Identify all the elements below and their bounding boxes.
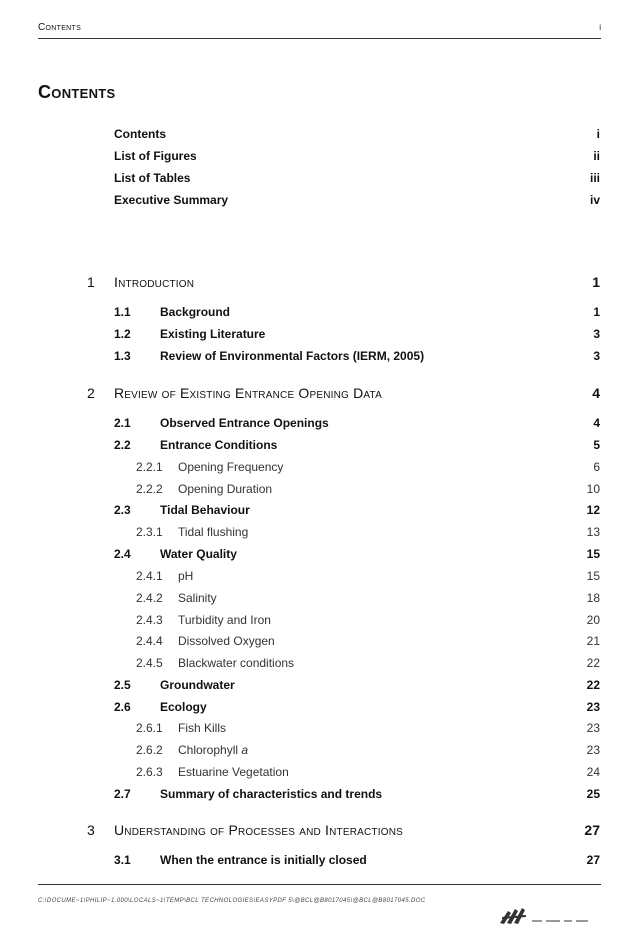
toc-section[interactable] <box>0 349 637 367</box>
toc-chapter-number: 2 <box>87 385 95 401</box>
toc-section[interactable] <box>0 853 637 871</box>
toc-subsection-page: 10 <box>586 482 600 496</box>
toc-subsection[interactable] <box>0 482 637 500</box>
toc-subsection-title: Salinity <box>178 591 217 605</box>
toc-section-title: Review of Environmental Factors (IERM, 2005) <box>160 349 425 363</box>
toc-subsection-page: 23 <box>586 721 600 735</box>
toc-section-title: Existing Literature <box>160 327 266 341</box>
toc-subsection-number: 2.2.1 <box>136 460 163 474</box>
toc-chapter-page: 4 <box>592 385 600 401</box>
toc-section-page: 5 <box>593 438 600 452</box>
toc-subsection-title: pH <box>178 569 194 583</box>
toc-section[interactable] <box>0 305 637 323</box>
toc-chapter-title: Understanding of Processes and Interactions <box>114 822 404 838</box>
toc-entry-text: Executive Summary <box>114 193 229 207</box>
toc-section-title: Ecology <box>160 700 207 714</box>
toc-section-page: 12 <box>586 503 600 517</box>
toc-entry-page: iii <box>589 171 600 185</box>
toc-section-title: Background <box>160 305 231 319</box>
toc-chapter-page: 1 <box>592 274 600 290</box>
toc-subsection-title: Estuarine Vegetation <box>178 765 289 779</box>
toc-section-number: 2.4 <box>114 547 131 561</box>
toc-subsection-title-main: Chlorophyll <box>178 743 239 757</box>
toc-section-number: 1.2 <box>114 327 131 341</box>
toc-subsection[interactable] <box>0 743 637 761</box>
toc-subsection-number: 2.6.2 <box>136 743 163 757</box>
toc-chapter[interactable] <box>0 274 637 292</box>
toc-subsection-title: Dissolved Oxygen <box>178 634 275 648</box>
toc-chapter[interactable] <box>0 822 637 840</box>
toc-subsection-title: Turbidity and Iron <box>178 613 271 627</box>
toc-section-number: 1.3 <box>114 349 131 363</box>
toc-subsection-title-italic: a <box>241 743 249 757</box>
footer-divider <box>38 884 601 885</box>
toc-section-page: 25 <box>586 787 600 801</box>
toc-section-page: 4 <box>593 416 600 430</box>
toc-section[interactable] <box>0 700 637 718</box>
toc-section[interactable] <box>0 547 637 565</box>
toc-section-title: When the entrance is initially closed <box>160 853 367 867</box>
toc-front-item[interactable] <box>0 149 637 167</box>
toc-subsection[interactable] <box>0 525 637 543</box>
toc-subsection-page: 18 <box>586 591 600 605</box>
toc-entry-page: ii <box>593 149 600 163</box>
company-logo-icon <box>498 905 602 925</box>
toc-subsection[interactable] <box>0 634 637 652</box>
toc-subsection-number: 2.2.2 <box>136 482 163 496</box>
toc-section-page: 3 <box>593 327 600 341</box>
toc-section[interactable] <box>0 416 637 434</box>
toc-section-title: Observed Entrance Openings <box>160 416 329 430</box>
toc-section-number: 1.1 <box>114 305 131 319</box>
toc-subsection[interactable] <box>0 613 637 631</box>
toc-subsection-title: Blackwater conditions <box>178 656 295 670</box>
toc-section-page: 3 <box>593 349 600 363</box>
toc-subsection-title <box>178 743 248 757</box>
toc-subsection-page: 21 <box>586 634 600 648</box>
toc-section-title: Water Quality <box>160 547 237 561</box>
toc-section[interactable] <box>0 678 637 696</box>
header-title: Contents <box>38 22 82 33</box>
toc-section-title: Summary of characteristics and trends <box>160 787 383 801</box>
toc-chapter[interactable] <box>0 385 637 403</box>
toc-chapter-page: 27 <box>584 822 600 838</box>
toc-chapter-number: 3 <box>87 822 95 838</box>
toc-section-title: Tidal Behaviour <box>160 503 250 517</box>
toc-subsection-page: 24 <box>586 765 600 779</box>
toc-section-page: 22 <box>586 678 600 692</box>
page-title: Contents <box>38 82 116 102</box>
toc-subsection-number: 2.6.1 <box>136 721 163 735</box>
toc-chapter-number: 1 <box>87 274 95 290</box>
footer-file-path: C:\DOCUME~1\PHILIP~1.000\LOCALS~1\TEMP\BCL TECHNOLOGIES\EASYPDF 5\@BCL@B8017045\@BCL@B8017045.DOC <box>38 898 426 904</box>
toc-subsection-page: 13 <box>586 525 600 539</box>
toc-subsection-page: 22 <box>586 656 600 670</box>
toc-subsection[interactable] <box>0 765 637 783</box>
toc-subsection-number: 2.4.5 <box>136 656 163 670</box>
toc-section-number: 3.1 <box>114 853 131 867</box>
toc-section-page: 15 <box>586 547 600 561</box>
toc-subsection[interactable] <box>0 591 637 609</box>
toc-section-number: 2.1 <box>114 416 131 430</box>
toc-section[interactable] <box>0 503 637 521</box>
toc-chapter-title: Review of Existing Entrance Opening Data <box>114 385 382 401</box>
toc-front-item[interactable] <box>0 127 637 145</box>
toc-subsection-page: 20 <box>586 613 600 627</box>
toc-subsection[interactable] <box>0 721 637 739</box>
toc-section[interactable] <box>0 438 637 456</box>
toc-subsection-title: Fish Kills <box>178 721 227 735</box>
toc-entry-text: Contents <box>114 127 166 141</box>
toc-subsection-number: 2.4.4 <box>136 634 163 648</box>
toc-subsection-number: 2.4.2 <box>136 591 163 605</box>
toc-chapter-title: Introduction <box>114 274 195 290</box>
toc-section[interactable] <box>0 327 637 345</box>
toc-front-item[interactable] <box>0 193 637 211</box>
toc-section-title: Entrance Conditions <box>160 438 278 452</box>
toc-subsection[interactable] <box>0 460 637 478</box>
toc-subsection-number: 2.4.3 <box>136 613 163 627</box>
page-header <box>38 20 601 39</box>
toc-section-number: 2.7 <box>114 787 131 801</box>
toc-entry-page: i <box>596 127 600 141</box>
toc-entry-page: iv <box>589 193 600 207</box>
toc-subsection-title: Opening Duration <box>178 482 273 496</box>
toc-entry-text: List of Figures <box>114 149 197 163</box>
toc-subsection-page: 23 <box>586 743 600 757</box>
toc-subsection-page: 15 <box>586 569 600 583</box>
toc-section-number: 2.6 <box>114 700 131 714</box>
toc-subsection[interactable] <box>0 569 637 587</box>
toc-section-number: 2.3 <box>114 503 131 517</box>
toc-entry-text: List of Tables <box>114 171 191 185</box>
toc-subsection[interactable] <box>0 656 637 674</box>
header-page-number: i <box>599 23 601 32</box>
toc-section-page: 23 <box>586 700 600 714</box>
toc-section-title: Groundwater <box>160 678 235 692</box>
toc-section[interactable] <box>0 787 637 805</box>
toc-subsection-number: 2.4.1 <box>136 569 163 583</box>
toc-subsection-number: 2.6.3 <box>136 765 163 779</box>
toc-subsection-page: 6 <box>593 460 600 474</box>
toc-section-page: 1 <box>593 305 600 319</box>
toc-section-number: 2.5 <box>114 678 131 692</box>
toc-section-number: 2.2 <box>114 438 131 452</box>
toc-section-page: 27 <box>586 853 600 867</box>
toc-subsection-number: 2.3.1 <box>136 525 163 539</box>
toc-subsection-title: Tidal flushing <box>178 525 249 539</box>
toc-subsection-title: Opening Frequency <box>178 460 284 474</box>
toc-front-item[interactable] <box>0 171 637 189</box>
